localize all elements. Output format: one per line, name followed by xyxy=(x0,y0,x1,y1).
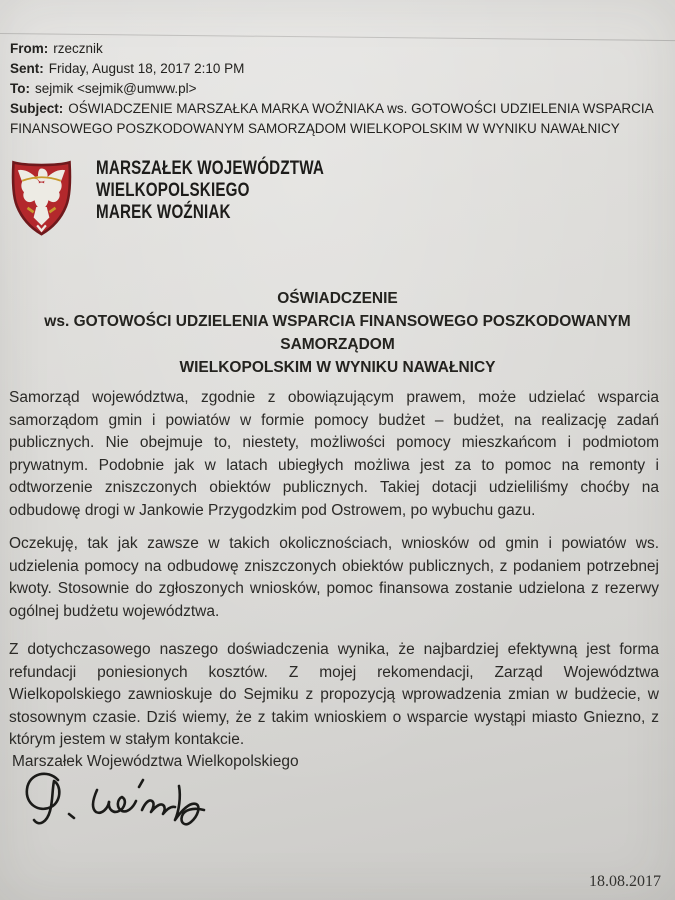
subject-label: Subject: xyxy=(10,101,64,116)
statement-title-line-1: OŚWIADCZENIE xyxy=(277,290,398,307)
statement-title-line-2: ws. GOTOWOŚCI UDZIELENIA WSPARCIA FINANSOWEGO POSZKODOWANYM SAMORZĄDOM xyxy=(44,313,640,353)
body-paragraph-1: Samorząd województwa, zgodnie z obowiązującym prawem, może udzielać wsparcia samorządom gmin i powiatów w formie pomocy budżet – budżet, na realizację zadań publicznych. Nie obejmuje to, niestety, możliwości pomocy mieszkańcom i podmiotom prywatnym. Podobnie jak w latach ubiegłych możliwa jest za to pomoc na remonty i odtworzenie zniszczonych obiektów publicznych. Takiej dotacji udzieliliśmy choćby na odbudowę drogi w Jankowie Przygodzkim pod Ostrowem, po wybuchu gazu. xyxy=(9,389,659,519)
to-label: To: xyxy=(10,81,30,96)
email-sent-row xyxy=(10,59,660,79)
from-label: From: xyxy=(10,41,49,56)
letterhead-line-3: MAREK WOŹNIAK xyxy=(96,201,231,223)
to-value: sejmik <sejmik@umww.pl> xyxy=(35,81,197,96)
email-subject-row xyxy=(10,99,660,139)
body-paragraph-2: Oczekuję, tak jak zawsze w takich okolicznościach, wniosków od gmin i powiatów ws. udzielenia pomocy na odbudowę zniszczonych obiektów publicznych, z podaniem potrzebnej kwoty. Stosownie do zgłoszonych wniosków, pomoc finansowa zostanie udzielona z rezerwy ogólnej budżetu województwa. xyxy=(9,535,659,620)
wielkopolska-coat-of-arms-icon xyxy=(10,151,73,242)
from-value: rzecznik xyxy=(53,41,103,56)
letterhead xyxy=(10,151,388,242)
statement-title xyxy=(9,287,666,379)
sent-value: Friday, August 18, 2017 2:10 PM xyxy=(48,61,245,76)
letterhead-text xyxy=(96,151,324,242)
body-paragraph-3: Z dotychczasowego naszego doświadczenia wynika, że najbardziej efektywną jest forma refundacji poniesionych kosztów. Z mojej rekomendacji, Zarząd Województwa Wielkopolskiego zawnioskuje do Sejmiku z propozycją wprowadzenia zmian w budżecie, w stosownym czasie. Dziś wiemy, że z takim wnioskiem o wsparcie wystąpi miasto Gniezno, z którym jestem w stałym kontakcie. xyxy=(9,641,659,748)
email-from-row xyxy=(10,39,660,59)
handwritten-signature-icon xyxy=(12,766,224,846)
letterhead-line-1: MARSZAŁEK WOJEWÓDZTWA xyxy=(96,157,325,179)
email-to-row xyxy=(10,79,660,99)
sent-label: Sent: xyxy=(10,61,44,76)
email-header xyxy=(10,39,660,139)
subject-value: OŚWIADCZENIE MARSZAŁKA MARKA WOŹNIAKA ws. GOTOWOŚCI UDZIELENIA WSPARCIA FINANSOWEGO POSZKODOWANYM SAMORZĄDOM WIELKOPOLSKIM W WYNIKU NAWAŁNICY xyxy=(10,101,653,136)
document-date: 18.08.2017 xyxy=(589,873,661,890)
statement-title-line-3: WIELKOPOLSKIM W WYNIKU NAWAŁNICY xyxy=(179,359,496,376)
signoff-title: Marszałek Województwa Wielkopolskiego xyxy=(12,753,299,770)
letterhead-line-2: WIELKOPOLSKIEGO xyxy=(96,179,250,201)
